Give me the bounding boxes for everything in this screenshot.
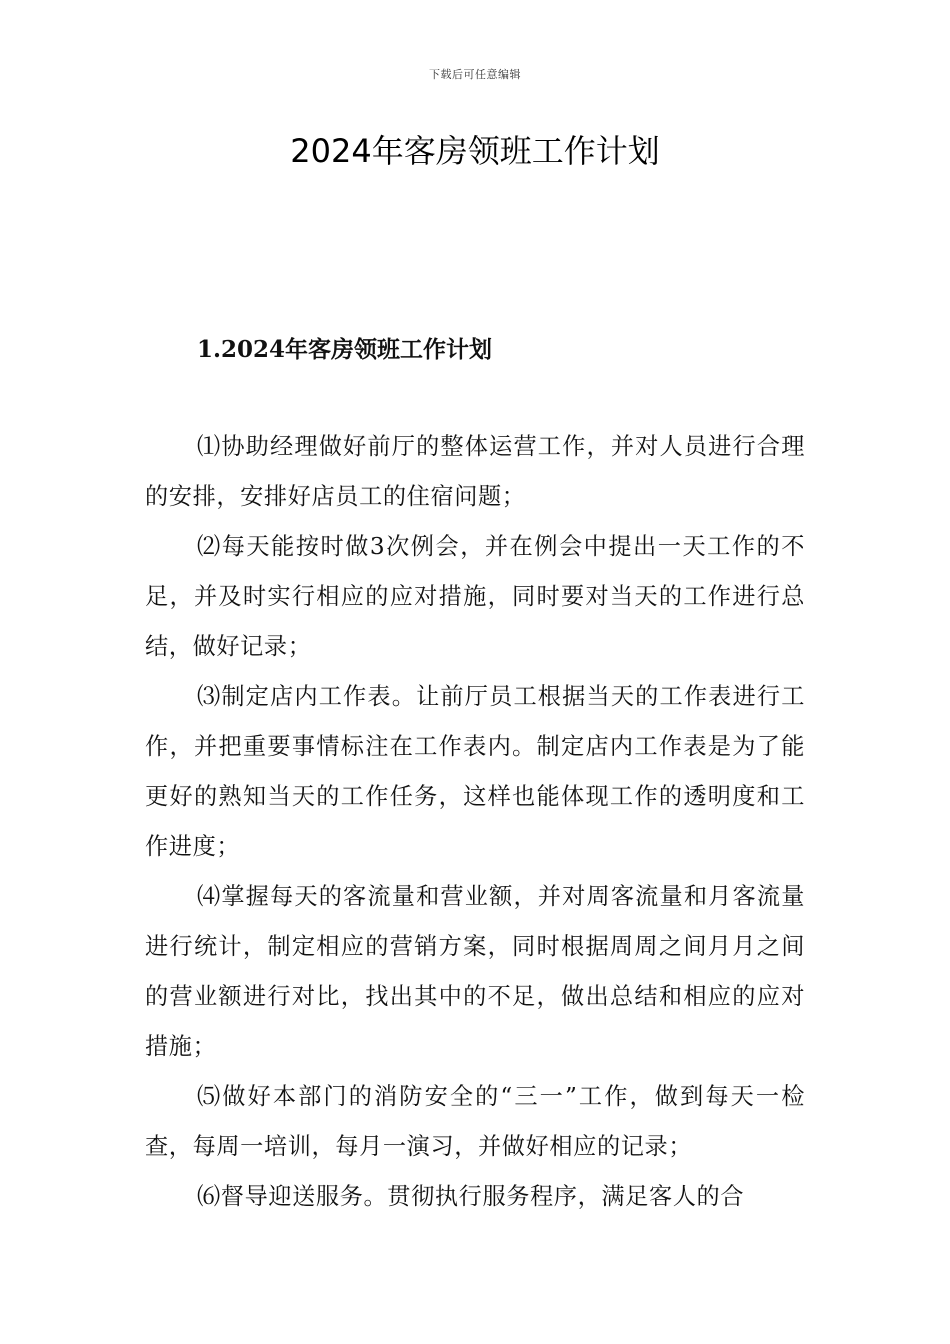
document-body <box>145 422 805 1222</box>
paragraph-item-6: ⑹督导迎送服务。贯彻执行服务程序，满足客人的合 <box>197 1183 745 1210</box>
paragraph-item-3: ⑶制定店内工作表。让前厅员工根据当天的工作表进行工作，并把重要事情标注在工作表内。制定店内工作表是为了能更好的熟知当天的工作任务，这样也能体现工作的透明度和工作进度； <box>145 683 805 860</box>
paragraph-item-4: ⑷掌握每天的客流量和营业额，并对周客流量和月客流量进行统计，制定相应的营销方案，同时根据周周之间月月之间的营业额进行对比，找出其中的不足，做出总结和相应的应对措施； <box>145 883 805 1060</box>
paragraph-item-2: ⑵每天能按时做3次例会，并在例会中提出一天工作的不足，并及时实行相应的应对措施，同时要对当天的工作进行总结，做好记录； <box>145 533 805 660</box>
page-header-note: 下载后可任意编辑 <box>429 68 521 81</box>
section-heading: 1.2024年客房领班工作计划 <box>197 336 493 363</box>
document-title: 2024年客房领班工作计划 <box>290 132 660 170</box>
paragraph-item-5: ⑸做好本部门的消防安全的“三一”工作，做到每天一检查，每周一培训，每月一演习，并做好相应的记录； <box>145 1083 805 1160</box>
paragraph-item-1: ⑴协助经理做好前厅的整体运营工作，并对人员进行合理的安排，安排好店员工的住宿问题； <box>145 433 805 510</box>
